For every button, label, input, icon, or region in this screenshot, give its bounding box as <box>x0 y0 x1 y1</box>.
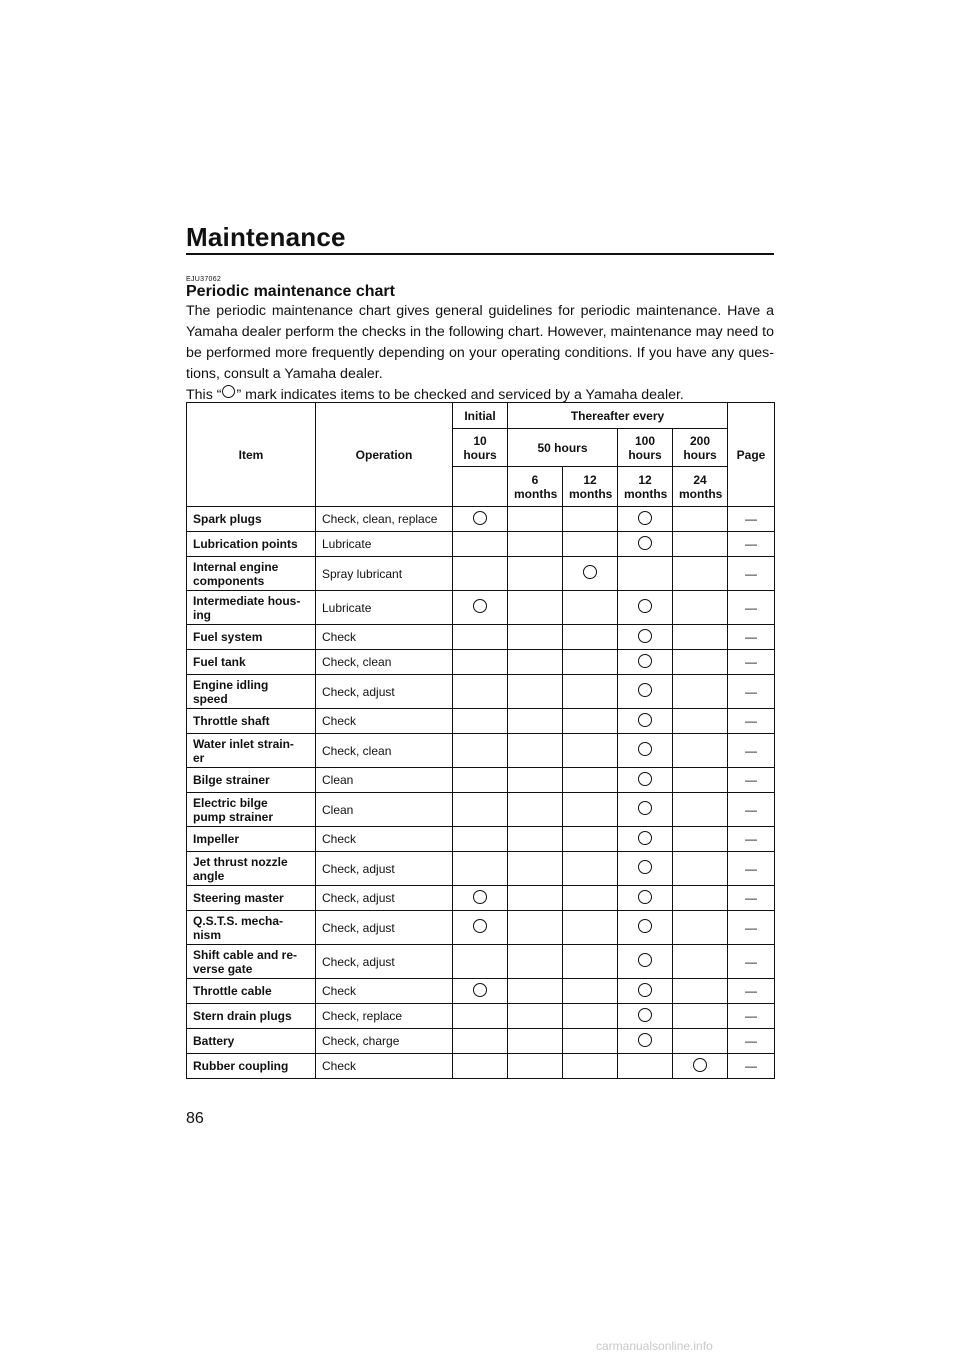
mark-cell <box>563 734 618 768</box>
row-item: Shift cable and re- verse gate <box>187 945 316 979</box>
row-operation: Check, adjust <box>316 852 453 886</box>
mark-cell <box>618 675 673 709</box>
mark-cell <box>508 532 563 557</box>
circle-mark-icon <box>638 629 652 643</box>
mark-cell <box>618 557 673 591</box>
mark-cell <box>618 650 673 675</box>
circle-mark-icon <box>473 919 487 933</box>
watermark: carmanualsonline.info <box>596 1339 713 1353</box>
mark-text-before: This “ <box>186 387 222 403</box>
row-item: Q.S.T.S. mecha- nism <box>187 911 316 945</box>
circle-mark-icon <box>473 511 487 525</box>
mark-cell <box>618 979 673 1004</box>
maintenance-table <box>186 402 775 1079</box>
mark-cell <box>563 650 618 675</box>
mark-cell <box>673 793 728 827</box>
row-page: — <box>728 793 775 827</box>
mark-cell <box>618 793 673 827</box>
mark-cell <box>508 675 563 709</box>
header-item-label: Item <box>238 447 264 462</box>
header-blank <box>453 467 508 507</box>
row-item: Fuel tank <box>187 650 316 675</box>
row-operation: Check, clean <box>316 734 453 768</box>
row-operation: Check, replace <box>316 1004 453 1029</box>
mark-cell <box>618 945 673 979</box>
chart-heading: Periodic maintenance chart <box>186 283 395 300</box>
row-page: — <box>728 852 775 886</box>
header-12-months-b: 12 months <box>618 467 673 507</box>
mark-cell <box>508 793 563 827</box>
mark-cell <box>618 507 673 532</box>
section-title: Maintenance <box>186 222 346 252</box>
row-item: Throttle shaft <box>187 709 316 734</box>
row-page: — <box>728 507 775 532</box>
mark-cell <box>673 709 728 734</box>
mark-cell <box>453 709 508 734</box>
mark-cell <box>563 793 618 827</box>
mark-cell <box>453 886 508 911</box>
mark-cell <box>453 532 508 557</box>
mark-cell <box>673 557 728 591</box>
mark-cell <box>453 625 508 650</box>
row-page: — <box>728 532 775 557</box>
table-row <box>187 557 775 591</box>
table-row <box>187 1029 775 1054</box>
mark-cell <box>508 852 563 886</box>
circle-mark-icon <box>638 953 652 967</box>
mark-cell <box>508 557 563 591</box>
mark-cell <box>673 734 728 768</box>
circle-mark-icon <box>693 1058 707 1072</box>
table-row <box>187 709 775 734</box>
row-operation: Check <box>316 979 453 1004</box>
mark-cell <box>563 1054 618 1079</box>
mark-cell <box>508 1004 563 1029</box>
mark-cell <box>618 591 673 625</box>
header-24-months: 24 months <box>673 467 728 507</box>
row-page: — <box>728 945 775 979</box>
table-row <box>187 734 775 768</box>
mark-cell <box>508 945 563 979</box>
table-row <box>187 625 775 650</box>
mark-cell <box>508 911 563 945</box>
row-page: — <box>728 1054 775 1079</box>
circle-mark-icon <box>638 860 652 874</box>
page-number: 86 <box>186 1110 204 1127</box>
circle-mark-icon <box>638 983 652 997</box>
row-page: — <box>728 709 775 734</box>
row-item: Engine idling speed <box>187 675 316 709</box>
row-item: Electric bilge pump strainer <box>187 793 316 827</box>
row-operation: Check, clean <box>316 650 453 675</box>
circle-mark-icon <box>583 565 597 579</box>
mark-cell <box>563 852 618 886</box>
mark-cell <box>563 911 618 945</box>
header-operation-label: Operation <box>355 447 413 462</box>
row-page: — <box>728 911 775 945</box>
mark-cell <box>453 675 508 709</box>
row-page: — <box>728 1029 775 1054</box>
mark-cell <box>563 675 618 709</box>
mark-cell <box>618 911 673 945</box>
row-page: — <box>728 675 775 709</box>
mark-cell <box>618 852 673 886</box>
mark-text-after: ” mark indicates items to be checked and serviced by a Yamaha dealer. <box>236 387 684 403</box>
header-100-hours: 100 hours <box>618 429 673 467</box>
circle-mark-icon <box>638 1033 652 1047</box>
circle-mark-icon <box>473 890 487 904</box>
mark-cell <box>453 768 508 793</box>
mark-cell <box>618 734 673 768</box>
header-50-hours: 50 hours <box>508 429 618 467</box>
mark-cell <box>453 557 508 591</box>
row-operation: Clean <box>316 768 453 793</box>
mark-cell <box>673 945 728 979</box>
mark-cell <box>508 886 563 911</box>
table-row <box>187 507 775 532</box>
header-page: Page <box>728 403 775 507</box>
mark-cell <box>563 557 618 591</box>
row-page: — <box>728 557 775 591</box>
row-item: Impeller <box>187 827 316 852</box>
table-row <box>187 768 775 793</box>
circle-mark-icon <box>638 1008 652 1022</box>
title-rule <box>186 253 774 255</box>
mark-cell <box>563 768 618 793</box>
table-row <box>187 886 775 911</box>
table-row <box>187 827 775 852</box>
row-page: — <box>728 591 775 625</box>
mark-cell <box>563 886 618 911</box>
circle-mark-icon <box>638 801 652 815</box>
table-row <box>187 852 775 886</box>
circle-mark-icon <box>638 772 652 786</box>
mark-cell <box>508 768 563 793</box>
mark-cell <box>453 734 508 768</box>
mark-cell <box>453 979 508 1004</box>
circle-mark-icon <box>638 683 652 697</box>
mark-cell <box>563 945 618 979</box>
table-row <box>187 650 775 675</box>
table-row <box>187 1004 775 1029</box>
mark-cell <box>673 827 728 852</box>
mark-cell <box>508 625 563 650</box>
header-thereafter: Thereafter every <box>508 403 728 429</box>
row-item: Stern drain plugs <box>187 1004 316 1029</box>
mark-cell <box>508 734 563 768</box>
row-item: Internal engine components <box>187 557 316 591</box>
row-page: — <box>728 1004 775 1029</box>
table-row <box>187 911 775 945</box>
circle-mark-icon <box>638 831 652 845</box>
row-page: — <box>728 734 775 768</box>
row-operation: Check, adjust <box>316 886 453 911</box>
mark-cell <box>508 1029 563 1054</box>
mark-cell <box>618 1054 673 1079</box>
mark-cell <box>673 591 728 625</box>
mark-cell <box>673 675 728 709</box>
mark-cell <box>563 709 618 734</box>
table-row <box>187 793 775 827</box>
header-initial: Initial <box>453 403 508 429</box>
mark-cell <box>563 1029 618 1054</box>
row-operation: Check <box>316 827 453 852</box>
mark-cell <box>673 1004 728 1029</box>
mark-cell <box>618 709 673 734</box>
circle-mark-icon <box>222 385 235 398</box>
mark-cell <box>453 852 508 886</box>
row-operation: Check, adjust <box>316 911 453 945</box>
row-item: Intermediate hous- ing <box>187 591 316 625</box>
circle-mark-icon <box>638 654 652 668</box>
intro-text <box>186 301 774 406</box>
header-200-hours: 200 hours <box>673 429 728 467</box>
mark-cell <box>618 886 673 911</box>
row-item: Battery <box>187 1029 316 1054</box>
mark-cell <box>453 827 508 852</box>
header-item <box>187 403 316 507</box>
header-operation <box>316 403 453 507</box>
row-item: Jet thrust nozzle angle <box>187 852 316 886</box>
row-operation: Check <box>316 625 453 650</box>
row-operation: Lubricate <box>316 591 453 625</box>
row-page: — <box>728 625 775 650</box>
row-operation: Spray lubricant <box>316 557 453 591</box>
circle-mark-icon <box>638 536 652 550</box>
table-row <box>187 675 775 709</box>
mark-cell <box>508 507 563 532</box>
mark-cell <box>618 1004 673 1029</box>
mark-cell <box>618 532 673 557</box>
table-body <box>187 507 775 1079</box>
mark-cell <box>453 945 508 979</box>
mark-cell <box>563 979 618 1004</box>
circle-mark-icon <box>473 599 487 613</box>
mark-cell <box>673 532 728 557</box>
mark-cell <box>563 827 618 852</box>
doc-code: EJU37062 <box>186 276 222 283</box>
row-page: — <box>728 979 775 1004</box>
mark-cell <box>673 1054 728 1079</box>
mark-cell <box>453 507 508 532</box>
table-row <box>187 979 775 1004</box>
intro-paragraph: The periodic maintenance chart gives general guidelines for periodic maintenance. Have a Yamaha dealer perform the checks in the following chart. However, maintenance may need to be performed more frequently depending on your operating conditions. If you have any ques- tions, consult a Yamaha dealer. <box>186 303 774 382</box>
row-item: Steering master <box>187 886 316 911</box>
mark-cell <box>618 827 673 852</box>
mark-cell <box>508 1054 563 1079</box>
mark-cell <box>673 911 728 945</box>
mark-cell <box>508 827 563 852</box>
mark-cell <box>563 1004 618 1029</box>
row-operation: Check, adjust <box>316 675 453 709</box>
row-item: Water inlet strain- er <box>187 734 316 768</box>
circle-mark-icon <box>638 890 652 904</box>
circle-mark-icon <box>638 742 652 756</box>
row-item: Lubrication points <box>187 532 316 557</box>
mark-cell <box>618 1029 673 1054</box>
circle-mark-icon <box>638 511 652 525</box>
mark-cell <box>673 852 728 886</box>
mark-cell <box>508 650 563 675</box>
row-page: — <box>728 827 775 852</box>
mark-cell <box>673 1029 728 1054</box>
mark-cell <box>618 625 673 650</box>
table-row <box>187 1054 775 1079</box>
mark-cell <box>563 591 618 625</box>
row-operation: Lubricate <box>316 532 453 557</box>
row-operation: Check <box>316 709 453 734</box>
mark-cell <box>453 650 508 675</box>
row-operation: Check, charge <box>316 1029 453 1054</box>
circle-mark-icon <box>638 713 652 727</box>
mark-cell <box>673 507 728 532</box>
circle-mark-icon <box>473 983 487 997</box>
row-page: — <box>728 886 775 911</box>
header-10-hours: 10 hours <box>453 429 508 467</box>
row-operation: Clean <box>316 793 453 827</box>
row-operation: Check, clean, replace <box>316 507 453 532</box>
circle-mark-icon <box>638 599 652 613</box>
mark-cell <box>508 709 563 734</box>
mark-cell <box>453 1004 508 1029</box>
mark-cell <box>673 886 728 911</box>
mark-cell <box>673 650 728 675</box>
mark-cell <box>673 768 728 793</box>
mark-cell <box>563 507 618 532</box>
row-page: — <box>728 650 775 675</box>
header-12-months-a: 12 months <box>563 467 618 507</box>
mark-cell <box>563 625 618 650</box>
row-item: Fuel system <box>187 625 316 650</box>
mark-cell <box>453 793 508 827</box>
header-6-months: 6 months <box>508 467 563 507</box>
mark-cell <box>618 768 673 793</box>
mark-cell <box>673 625 728 650</box>
circle-mark-icon <box>638 919 652 933</box>
row-operation: Check, adjust <box>316 945 453 979</box>
row-item: Bilge strainer <box>187 768 316 793</box>
row-item: Rubber coupling <box>187 1054 316 1079</box>
mark-cell <box>673 979 728 1004</box>
row-item: Spark plugs <box>187 507 316 532</box>
table-row <box>187 945 775 979</box>
mark-cell <box>453 1054 508 1079</box>
row-operation: Check <box>316 1054 453 1079</box>
table-row <box>187 532 775 557</box>
mark-cell <box>508 591 563 625</box>
mark-cell <box>453 1029 508 1054</box>
mark-cell <box>508 979 563 1004</box>
row-item: Throttle cable <box>187 979 316 1004</box>
mark-cell <box>563 532 618 557</box>
table-row <box>187 591 775 625</box>
mark-cell <box>453 911 508 945</box>
row-page: — <box>728 768 775 793</box>
mark-cell <box>453 591 508 625</box>
